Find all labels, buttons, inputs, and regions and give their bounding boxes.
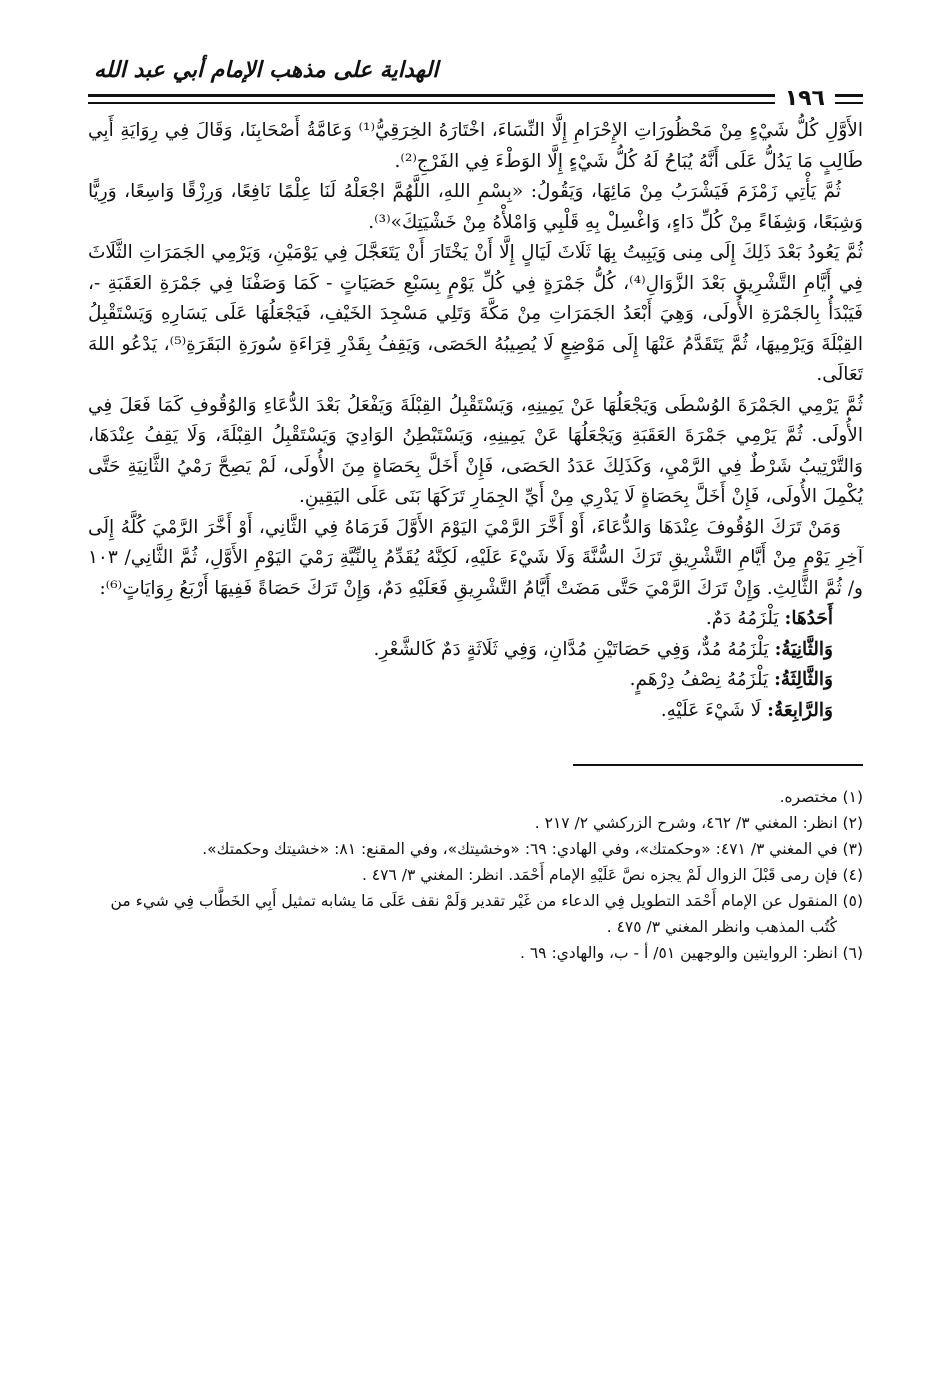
list-item-text: يَلْزَمُهُ نِصْفُ دِرْهَمٍ. [629, 669, 769, 690]
footnote-separator [573, 764, 863, 766]
running-head [88, 40, 863, 86]
book-page [88, 40, 863, 1360]
list-item [88, 604, 863, 635]
list-item [88, 665, 863, 696]
running-title: الهداية على مذهب الإمام أبي عبد الله [94, 58, 439, 83]
list-item-label: وَالثَّانِيَةُ: [774, 638, 833, 660]
riwayat-list [88, 604, 863, 726]
footnote: (٢) انظر: المغني ٣/ ٤٦٢، وشرح الزركشي ٢/ ٢١٧ . [534, 814, 863, 832]
paragraph: ثُمَّ يَرْمِي الجَمْرَةَ الوُسْطَى وَيَجْعَلُهَا عَنْ يَمِينِهِ، وَيَسْتَقْبِلُ القِبْلَةَ وَيَفْعَلُ بَعْدَ الدُّعَاءِ وَالوُقُوفِ كَمَا فَعَلَ فِي الأُولَى. ثُمَّ يَرْمِي جَمْرَةَ العَقَبَةِ وَيَجْعَلُهَا عَنْ يَمِينِهِ، وَيَسْتَبْطِنُ الوَادِيَ وَيَسْتَقْبِلُ القِبْلَةَ، وَلَا يَقِفُ عِنْدَهَا، وَالتَّرْتِيبُ شَرْطٌ فِي الرَّمْيِ، وَكَذَلِكَ عَدَدُ الحَصَى، فَإِنْ أَخَلَّ بِحَصَاةٍ مِنَ الأُولَى، لَمْ يَصِحَّ رَمْيُ الثَّانِيَةِ حَتَّى يُكْمِلَ الأُولَى، فَإِنْ أَخَلَّ بِحَصَاةٍ لَا يَدْرِي مِنْ أَيِّ الجِمَارِ تَرَكَهَا بَنَى عَلَى اليَقِينِ. [88, 394, 863, 507]
header-rule [88, 86, 863, 112]
list-item [88, 696, 863, 727]
list-item-text: لَا شَيْءَ عَلَيْهِ. [660, 699, 762, 721]
paragraph: وَمَنْ تَرَكَ الوُقُوفَ عِنْدَهَا وَالدُّعَاءَ، أَوْ أَخَّرَ الرَّمْيَ اليَوْمَ الأَوَّلَ فَرَمَاهُ فِي الثَّانِي، أَوْ أَخَّرَ الرَّمْيَ كُلَّهُ إِلَى آخِرِ يَوْمٍ مِنْ أَيَّامِ التَّشْرِيقِ تَرَكَ السُّنَّةَ وَلَا شَيْءَ عَلَيْهِ، لَكِنَّهُ يُقَدِّمُ بِالنِّيَّةِ رَمْيَ اليَوْمِ الأَوَّلِ، ثُمَّ الثَّانِي/ ١٠٣ و/ ثُمَّ الثَّالِثِ. وَإِنْ تَرَكَ الرَّمْيَ حَتَّى مَضَتْ أَيَّامُ التَّشْرِيقِ فَعَلَيْهِ دَمٌ، وَإِنْ تَرَكَ حَصَاةً فَفِيهَا أَرْبَعُ رِوَايَاتٍ⁽⁶⁾: [88, 516, 863, 599]
main-text [88, 116, 863, 726]
footnote: (١) مختصره. [779, 788, 863, 806]
header-rule-left [88, 94, 775, 104]
footnote: (٣) في المغني ٣/ ٤٧١: «وحكمتك»، وفي الهادي: ٦٩: «وخشيتك»، وفي المقنع: ٨١: «خشيتك وحكمتك». [202, 840, 863, 858]
list-item [88, 635, 863, 666]
footnote: (٥) المنقول عن الإمام أَحْمَد التطويل فِي الدعاء من غَيْر تقدير وَلَمْ نقف عَلَى مَا يشابه تمثيل أَبِي الخَطَّاب فِي شيء من كُتُب المذهب وانظر المغني ٣/ ٤٧٥ . [110, 892, 863, 936]
list-item-label: وَالثَّالِثَةُ: [774, 669, 833, 690]
list-item-label: وَالرَّابِعَةُ: [767, 699, 833, 721]
paragraph: الأَوَّلِ كُلُّ شَيْءٍ مِنْ مَحْظُورَاتِ الإِحْرَامِ إِلَّا النِّسَاءَ، اخْتَارَهُ الخِرَقِيُّ⁽¹⁾ وَعَامَّةُ أَصْحَابِنَا، وَقَالَ فِي رِوَايَةِ أَبِي طَالِبٍ مَا يَدُلُّ عَلَى أَنَّهُ يُبَاحُ لَهُ كُلُّ شَيْءٍ إِلَّا الوَطْءَ فِي الفَرْجِ⁽²⁾. [88, 120, 863, 172]
footnote: (٦) انظر: الروايتين والوجهين ٥١/ أ - ب، والهادي: ٦٩ . [520, 944, 863, 962]
footnote: (٤) فإن رمى قَبْلَ الزوال لَمْ يجزه نصَّ عَلَيْهِ الإمام أَحْمَد. انظر: المغني ٣/ ٤٧٦ . [361, 866, 863, 884]
paragraph: ثُمَّ يَأْتِي زَمْزَمَ فَيَشْرَبُ مِنْ مَائِهَا، وَيَقُولُ: «بِسْمِ اللهِ، اللَّهُمَّ اجْعَلْهُ لَنَا عِلْمًا نَافِعًا، وَرِزْقًا وَاسِعًا، وَرِيًّا وَشِبَعًا، وَشِفَاءً مِنْ كُلِّ دَاءٍ، وَاغْسِلْ بِهِ قَلْبِي وَامْلأْهُ مِنْ خَشْيَتِكَ»⁽³⁾. [88, 181, 863, 233]
list-item-text: يَلْزَمُهُ دَمٌ. [705, 608, 779, 629]
header-rule-right [835, 94, 863, 104]
paragraph: ثُمَّ يَعُودُ بَعْدَ ذَلِكَ إِلَى مِنى وَيَبِيتُ بِهَا ثَلَاثَ لَيَالٍ إِلَّا أَنْ يَخْتَارَ أَنْ يَتَعَجَّلَ فِي يَوْمَيْنِ، وَيَرْمِي الجَمَرَاتِ الثَّلَاثَ فِي أَيَّامِ التَّشْرِيقِ بَعْدَ الزَّوَالِ⁽⁴⁾، كُلُّ جَمْرَةٍ فِي كُلِّ يَوْمٍ بِسَبْعِ حَصَيَاتٍ - كَمَا وَصَفْنَا فِي جَمْرَةِ العَقَبَةِ -، فَيَبْدَأُ بِالجَمْرَةِ الأُولَى، وَهِيَ أَبْعَدُ الجَمَرَاتِ مِنْ مَكَّةَ وَتَلِي مَسْجِدَ الخَيْفِ، فَيَجْعَلُهَا عَلَى يَسَارِهِ وَيَسْتَقْبِلُ القِبْلَةَ وَيَرْمِيهَا، ثُمَّ يَتَقَدَّمُ عَنْهَا إِلَى مَوْضِعٍ لَا يُصِيبُهُ الحَصَى، وَيَقِفُ بِقَدْرِ قِرَاءَةِ سُورَةِ البَقَرَةِ⁽⁵⁾، يَدْعُو اللهَ تَعَالَى. [88, 242, 863, 385]
page-number: ١٩٦ [784, 86, 825, 111]
list-item-text: يَلْزَمُهُ مُدٌّ، وَفِي حَصَاتَيْنِ مُدَّانِ، وَفِي ثَلَاثَةٍ دَمٌ كَالشَّعْرِ. [373, 638, 769, 660]
footnotes [88, 784, 863, 966]
list-item-label: أَحَدُهَا: [784, 608, 833, 629]
